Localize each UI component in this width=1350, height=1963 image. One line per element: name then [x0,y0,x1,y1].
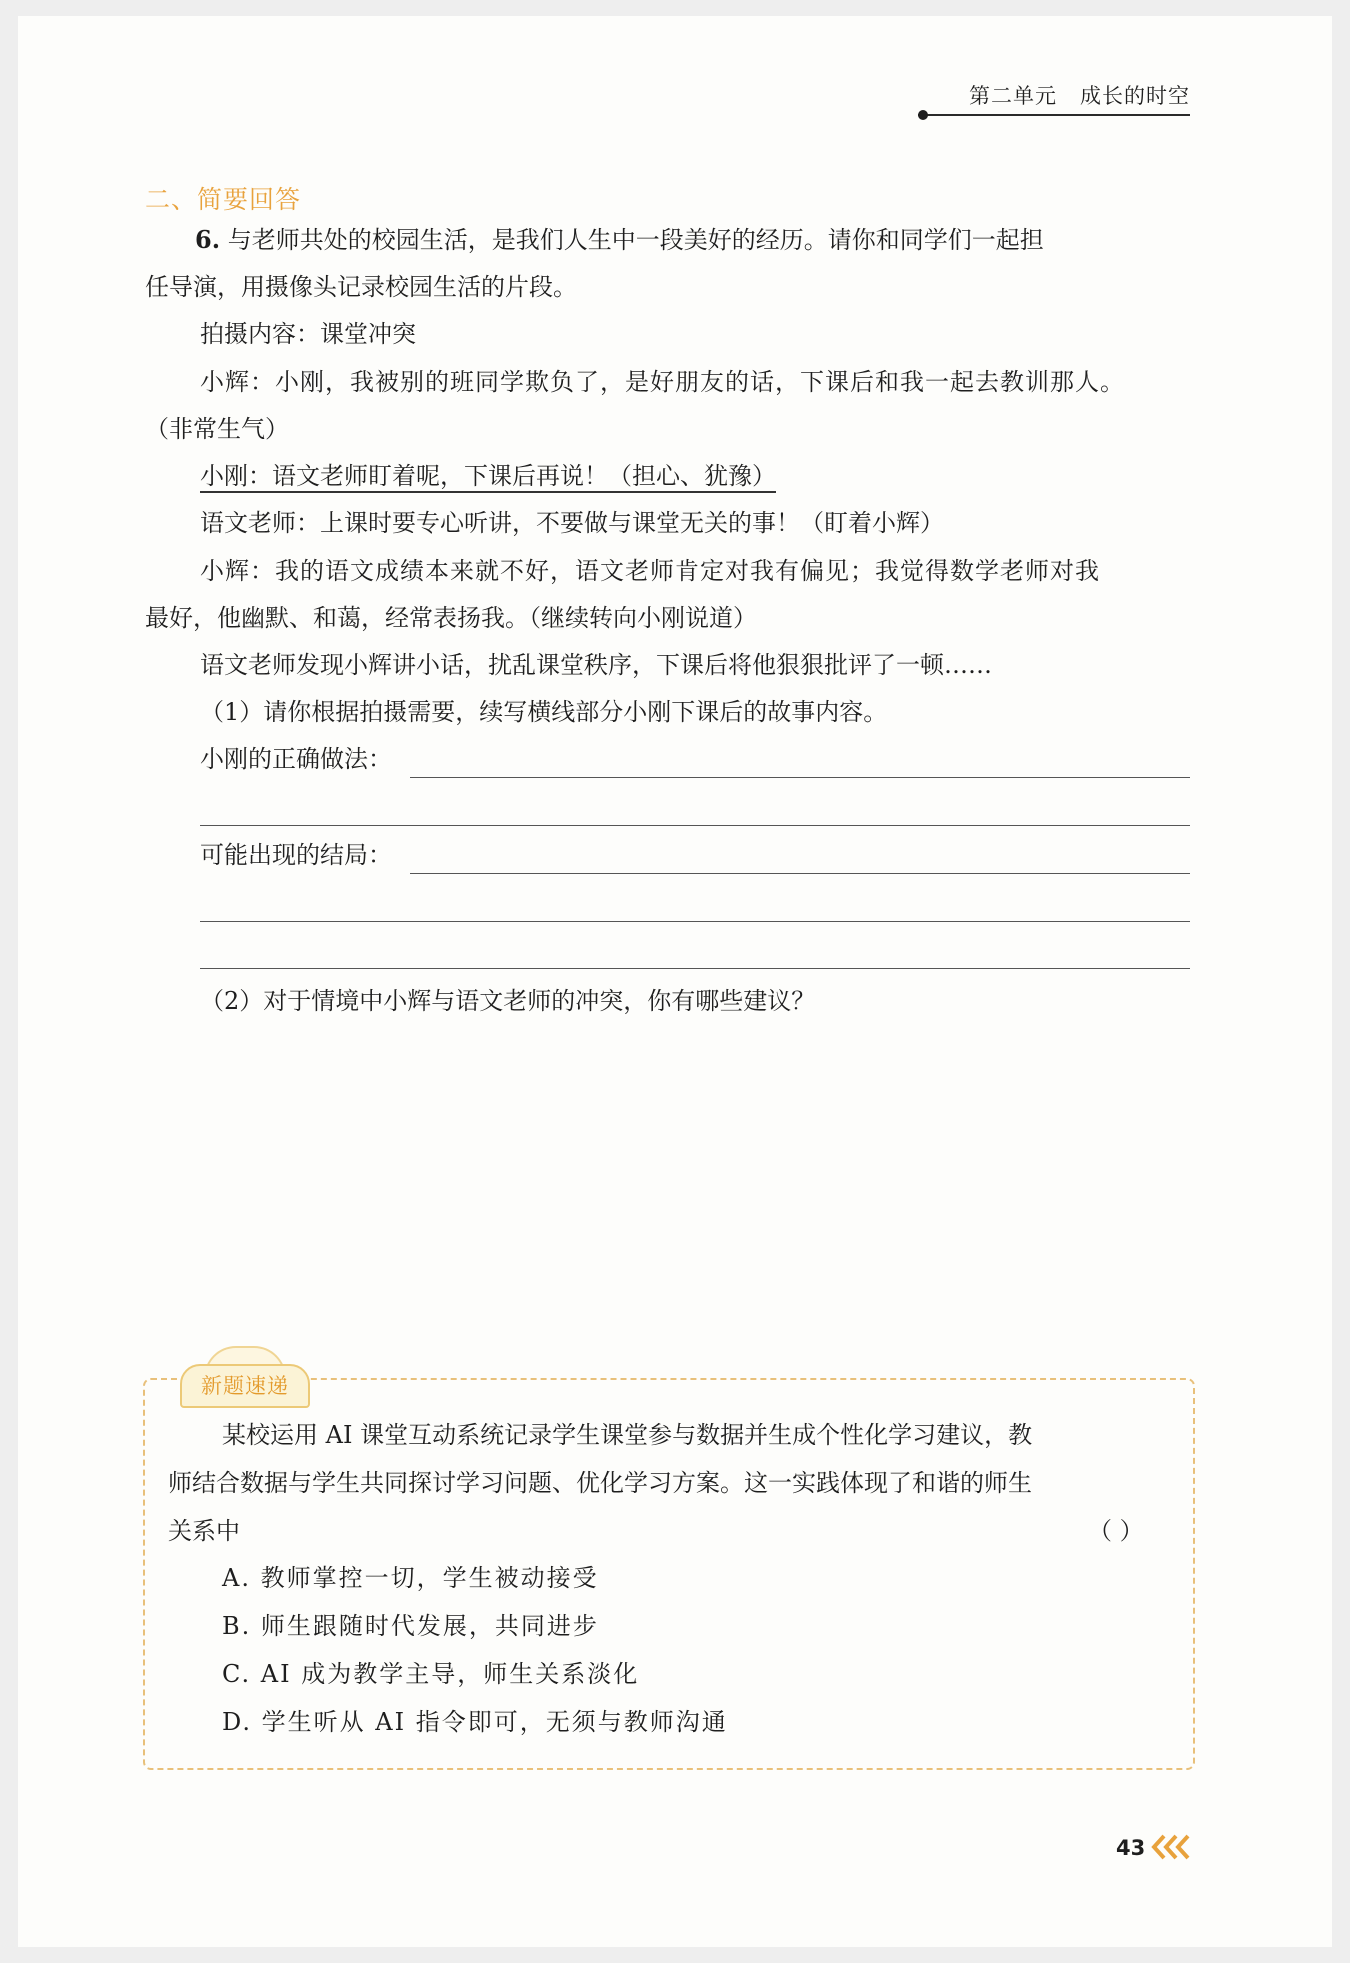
answer-line-outcome-1[interactable] [410,873,1190,874]
option-d[interactable]: D. 学生听从 AI 指令即可，无须与教师沟通 [222,1708,728,1736]
new-question-stem-2: 师结合数据与学生共同探讨学习问题、优化学习方案。这一实践体现了和谐的师生 [168,1469,1032,1497]
label-correct-approach: 小刚的正确做法： [200,745,392,773]
answer-line-outcome-2[interactable] [200,921,1190,922]
page-number: 43 [1116,1836,1146,1860]
sub-question-1: （1）请你根据拍摄需要，续写横线部分小刚下课后的故事内容。 [200,698,888,726]
unit-title: 第二单元 成长的时空 [968,84,1190,108]
answer-line-correct-1[interactable] [410,777,1190,778]
dialogue-1b: （非常生气） [145,415,289,443]
new-question-stem-3: 关系中 [168,1517,240,1545]
dialogue-2-underlined: 小刚：语文老师盯着呢，下课后再说！（担心、犹豫） [200,462,776,493]
option-a[interactable]: A. 教师掌控一切，学生被动接受 [222,1564,599,1592]
question-6-line-2: 任导演，用摄像头记录校园生活的片段。 [145,273,577,301]
answer-parentheses[interactable]: （ ） [1088,1517,1144,1545]
dialogue-3: 语文老师：上课时要专心听讲，不要做与课堂无关的事！（盯着小辉） [200,509,944,537]
new-question-badge: 新题速递 [180,1364,310,1408]
dialogue-2 [200,461,776,491]
sub-question-2: （2）对于情境中小辉与语文老师的冲突，你有哪些建议？ [200,987,816,1015]
new-question-stem-1: 某校运用 AI 课堂互动系统记录学生课堂参与数据并生成个性化学习建议，教 [222,1421,1033,1449]
section-title: 二、简要回答 [145,185,302,214]
question-6-line-1 [195,225,1044,255]
answer-line-outcome-3[interactable] [200,968,1190,969]
unit-header [918,80,1190,116]
bullet-dot-icon [918,110,928,120]
question-6-text: 与老师共处的校园生活，是我们人生中一段美好的经历。请你和同学们一起担 [220,226,1044,254]
option-b[interactable]: B. 师生跟随时代发展，共同进步 [222,1612,599,1640]
question-number: 6. [195,225,221,254]
answer-line-correct-2[interactable] [200,825,1190,826]
label-possible-outcome: 可能出现的结局： [200,841,392,869]
dialogue-4a: 小辉：我的语文成绩本来就不好，语文老师肯定对我有偏见；我觉得数学老师对我 [200,557,1100,585]
chevron-left-icon [1150,1832,1196,1862]
dialogue-5: 语文老师发现小辉讲小话，扰乱课堂秩序，下课后将他狠狠批评了一顿…… [200,651,992,679]
dialogue-1a: 小辉：小刚，我被别的班同学欺负了，是好朋友的话，下课后和我一起去教训那人。 [200,368,1125,396]
option-c[interactable]: C. AI 成为教学主导，师生关系淡化 [222,1660,640,1688]
dialogue-4b: 最好，他幽默、和蔼，经常表扬我。（继续转向小刚说道） [145,604,757,632]
shooting-content: 拍摄内容：课堂冲突 [200,320,416,348]
